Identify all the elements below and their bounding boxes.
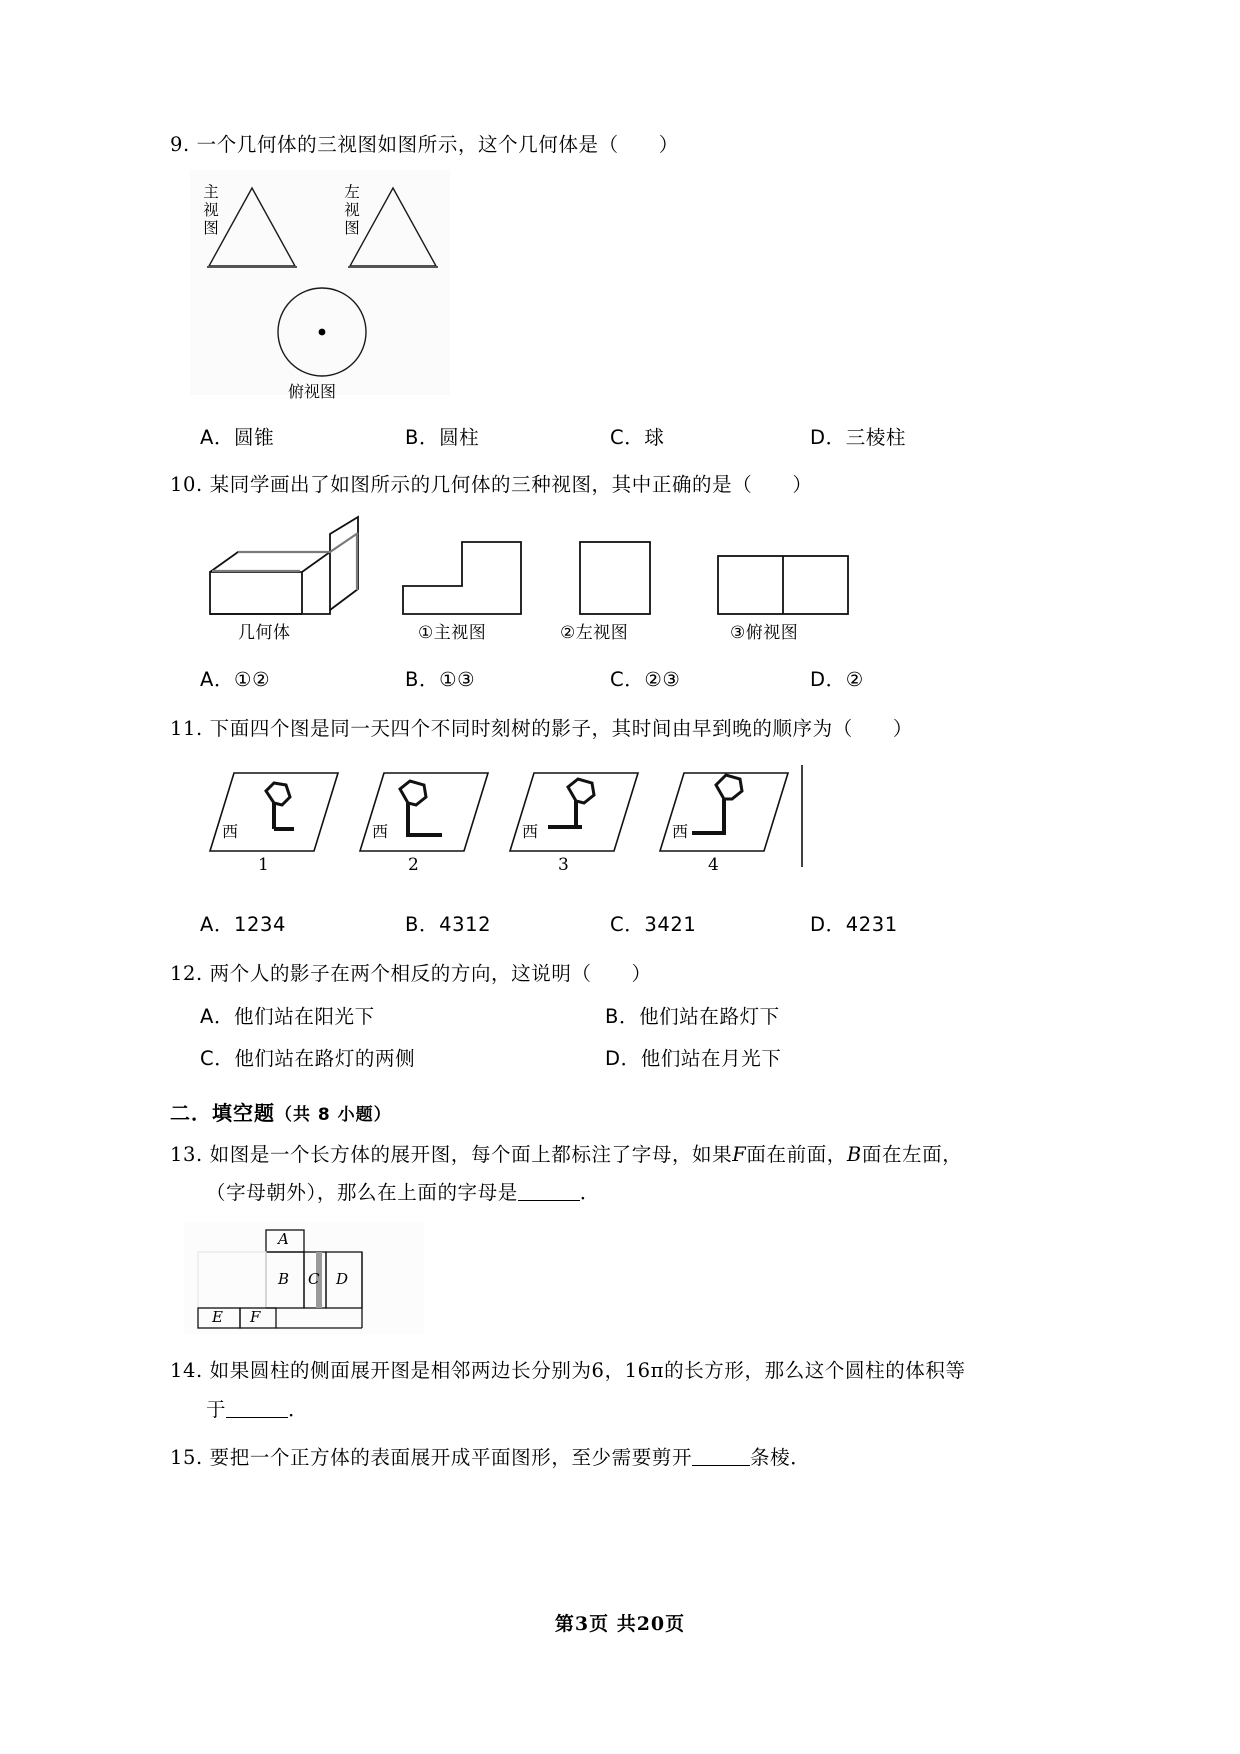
question-11 xyxy=(170,714,1070,936)
value-side-2: 16π xyxy=(624,1359,665,1383)
question-10-dot: . xyxy=(196,473,203,497)
top-view-label: 俯视图 xyxy=(288,382,337,402)
option-d[interactable]: D．他们站在月光下 xyxy=(605,1046,782,1070)
question-15-number: 15 xyxy=(170,1445,197,1469)
question-13-period: ． xyxy=(579,1181,600,1205)
three-view-diagram xyxy=(180,166,460,406)
page-content xyxy=(170,130,1070,1479)
question-14-line1 xyxy=(170,1356,1070,1386)
footer-mid: 页 共 xyxy=(589,1613,637,1635)
question-14-number: 14 xyxy=(170,1359,197,1383)
question-9-dot: . xyxy=(183,133,190,156)
section-title-fill-blank xyxy=(170,1097,1070,1126)
figure-label-top-view: ③俯视图 xyxy=(730,623,799,644)
net-face-a: A xyxy=(278,1230,289,1249)
question-10-text: 某同学画出了如图所示的几何体的三种视图，其中正确的是（ xyxy=(209,473,753,497)
question-13-text-c: 面在左面， xyxy=(861,1142,963,1166)
footer-suffix: 页 xyxy=(665,1613,686,1635)
question-12-options-row2 xyxy=(170,1043,1070,1071)
question-14-line2 xyxy=(170,1395,1070,1425)
views-comparison-diagram xyxy=(190,514,870,624)
question-11-number: 11 xyxy=(170,717,197,741)
question-13-number: 13 xyxy=(170,1142,197,1166)
question-14-dot: . xyxy=(196,1359,203,1383)
answer-blank[interactable] xyxy=(692,1451,750,1466)
question-11-text: 下面四个图是同一天四个不同时刻树的影子，其时间由早到晚的顺序为（ xyxy=(209,717,853,741)
question-14-text-b: 的长方形，那么这个圆柱的体积等 xyxy=(664,1359,966,1383)
answer-blank[interactable] xyxy=(226,1403,288,1418)
question-15-line1 xyxy=(170,1443,1070,1473)
option-a[interactable]: A．圆锥 xyxy=(200,426,275,450)
question-15-text-a: 要把一个正方体的表面展开成平面图形，至少需要剪开 xyxy=(209,1445,693,1469)
side-view-label: 左视图 xyxy=(344,183,360,237)
option-a[interactable]: A．他们站在阳光下 xyxy=(200,1004,375,1028)
figure-label-side-view: ②左视图 xyxy=(560,623,629,644)
value-side-1: 6 xyxy=(591,1359,605,1383)
shadow-panels-diagram xyxy=(190,759,830,871)
question-15-dot: . xyxy=(196,1445,203,1469)
question-13-dot: . xyxy=(196,1142,203,1166)
section-title-text: 二．填空题 xyxy=(170,1100,275,1125)
option-c[interactable]: C．3421 xyxy=(610,912,697,936)
answer-blank[interactable] xyxy=(518,1186,580,1201)
panel-label-4: 4 xyxy=(708,854,720,875)
question-9 xyxy=(170,130,1070,450)
front-view-label: 主视图 xyxy=(203,183,219,237)
question-10 xyxy=(170,470,1070,692)
question-13 xyxy=(170,1140,1070,1338)
option-d[interactable]: D．4231 xyxy=(810,912,898,936)
option-b[interactable]: B．圆柱 xyxy=(405,426,480,450)
question-14-sep: ， xyxy=(604,1359,625,1383)
question-13-figure xyxy=(180,1218,1070,1338)
option-b[interactable]: B．①③ xyxy=(405,668,476,692)
question-13-text-b: 面在前面， xyxy=(746,1142,847,1166)
question-12-options-row1 xyxy=(170,1001,1070,1029)
direction-label-4: 西 xyxy=(672,821,689,841)
option-d[interactable]: D．三棱柱 xyxy=(810,426,907,450)
question-10-stem xyxy=(170,470,1070,500)
question-14-period: ． xyxy=(288,1397,309,1421)
option-c[interactable]: C．球 xyxy=(610,426,665,450)
net-face-d: D xyxy=(336,1270,349,1289)
question-11-stem xyxy=(170,714,1070,744)
direction-label-3: 西 xyxy=(522,821,539,841)
net-face-c: C xyxy=(308,1270,320,1289)
figure-label-front-view: ①主视图 xyxy=(418,623,487,644)
face-letter-f: F xyxy=(732,1142,747,1166)
footer-prefix: 第 xyxy=(554,1613,575,1635)
question-10-close-paren: ） xyxy=(792,473,813,497)
question-9-stem xyxy=(170,130,1070,160)
question-9-figure xyxy=(180,166,1070,406)
panel-label-1: 1 xyxy=(258,854,270,875)
question-14-text-a: 如果圆柱的侧面展开图是相邻两边长分别为 xyxy=(209,1359,592,1383)
question-14 xyxy=(170,1356,1070,1424)
option-b[interactable]: B．4312 xyxy=(405,912,492,936)
page-footer xyxy=(0,1609,1240,1636)
question-13-text-a: 如图是一个长方体的展开图，每个面上都标注了字母，如果 xyxy=(209,1142,733,1166)
question-15-text-b: 条棱． xyxy=(750,1445,811,1469)
net-face-e: E xyxy=(212,1308,223,1327)
direction-label-2: 西 xyxy=(372,821,389,841)
option-b[interactable]: B．他们站在路灯下 xyxy=(605,1004,780,1028)
question-14-text-c: 于 xyxy=(206,1397,227,1421)
option-c[interactable]: C．②③ xyxy=(610,668,681,692)
footer-total-pages: 20 xyxy=(636,1613,666,1635)
option-d[interactable]: D．② xyxy=(810,668,864,692)
panel-label-3: 3 xyxy=(558,854,570,875)
figure-label-solid: 几何体 xyxy=(238,623,291,644)
question-12-dot: . xyxy=(196,961,203,985)
question-9-number: 9 xyxy=(170,133,184,156)
question-11-dot: . xyxy=(196,717,203,741)
question-12-text: 两个人的影子在两个相反的方向，这说明（ xyxy=(209,961,592,985)
question-12-close-paren: ） xyxy=(631,961,652,985)
question-11-close-paren: ） xyxy=(892,717,913,741)
question-12 xyxy=(170,959,1070,1071)
question-12-stem xyxy=(170,959,1070,989)
section-title-count: （共 8 小题） xyxy=(275,1104,392,1125)
question-10-options xyxy=(170,664,1070,692)
net-face-b: B xyxy=(278,1270,290,1289)
question-15 xyxy=(170,1443,1070,1473)
question-11-figure xyxy=(190,759,1070,875)
question-10-number: 10 xyxy=(170,473,197,497)
question-11-options xyxy=(170,909,1070,937)
footer-page-number: 3 xyxy=(574,1613,590,1635)
option-a[interactable]: A．1234 xyxy=(200,912,287,936)
question-10-figure xyxy=(190,514,1070,644)
question-9-close-paren: ） xyxy=(658,133,679,156)
question-13-line1 xyxy=(170,1140,1070,1170)
option-c[interactable]: C．他们站在路灯的两侧 xyxy=(200,1046,416,1070)
option-a[interactable]: A．①② xyxy=(200,668,271,692)
direction-label-1: 西 xyxy=(222,821,239,841)
question-13-text-d: （字母朝外），那么在上面的字母是 xyxy=(206,1181,518,1205)
panel-label-2: 2 xyxy=(408,854,420,875)
question-13-line2 xyxy=(170,1178,1070,1208)
question-9-text: 一个几何体的三视图如图所示，这个几何体是（ xyxy=(196,133,619,156)
question-12-number: 12 xyxy=(170,961,197,985)
face-letter-b: B xyxy=(846,1142,862,1166)
net-face-f: F xyxy=(250,1308,261,1327)
question-9-options xyxy=(170,422,1070,450)
